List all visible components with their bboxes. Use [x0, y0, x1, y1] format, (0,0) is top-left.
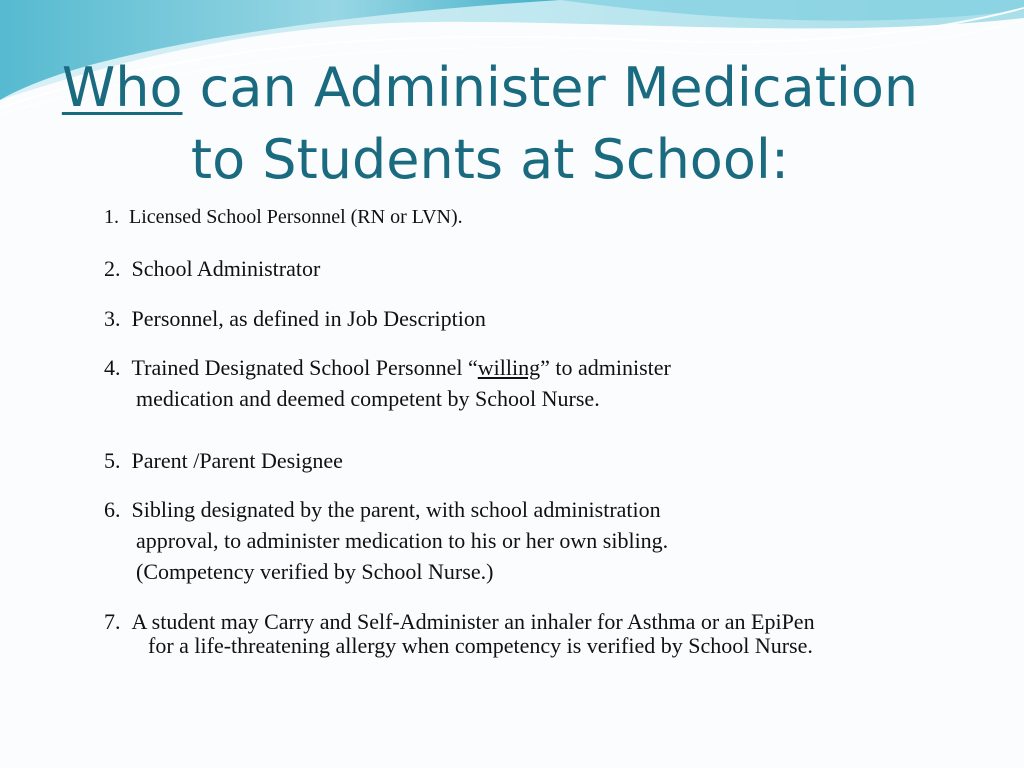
- list-text: Licensed School Personnel (RN or LVN).: [129, 206, 463, 228]
- list-number: 7.: [104, 609, 121, 634]
- list-item-7: [104, 609, 815, 635]
- list-item-2: [104, 256, 320, 282]
- list-number: 1.: [104, 206, 119, 228]
- list-item-7-continuation: for a life-threatening allergy when competency is verified by School Nurse.: [148, 633, 813, 658]
- list-text-after: ” to administer: [540, 355, 671, 380]
- list-text: School Administrator: [131, 256, 321, 281]
- list-item-1: [104, 206, 463, 229]
- list-item-4: [104, 355, 671, 381]
- list-text: A student may Carry and Self-Administer an inhaler for Asthma or an EpiPen: [131, 609, 815, 634]
- list-item-3: [104, 306, 486, 332]
- title-underlined-word: Who: [61, 56, 183, 119]
- list-number: 2.: [104, 256, 121, 281]
- list-item-6: [104, 497, 661, 523]
- title-line-1: [40, 52, 940, 124]
- list-item-6-continuation-2: (Competency verified by School Nurse.): [136, 559, 494, 584]
- slide-title: [40, 52, 940, 196]
- title-line-2: to Students at School:: [190, 128, 790, 191]
- list-number: 3.: [104, 306, 121, 331]
- list-text: Parent /Parent Designee: [131, 448, 343, 473]
- list-item-4-continuation: medication and deemed competent by School Nurse.: [136, 386, 600, 411]
- list-number: 6.: [104, 497, 121, 522]
- list-number: 5.: [104, 448, 121, 473]
- list-item-6-continuation-1: approval, to administer medication to his or her own sibling.: [136, 528, 669, 553]
- list-number: 4.: [104, 355, 121, 380]
- list-text: Personnel, as defined in Job Description: [131, 306, 486, 331]
- list-text-before: Trained Designated School Personnel “: [131, 355, 478, 380]
- underlined-word-willing: willing: [477, 355, 541, 380]
- list-item-5: [104, 448, 343, 474]
- title-line-1-rest: can Administer Medication: [182, 56, 919, 119]
- list-text: Sibling designated by the parent, with school administration: [131, 497, 661, 522]
